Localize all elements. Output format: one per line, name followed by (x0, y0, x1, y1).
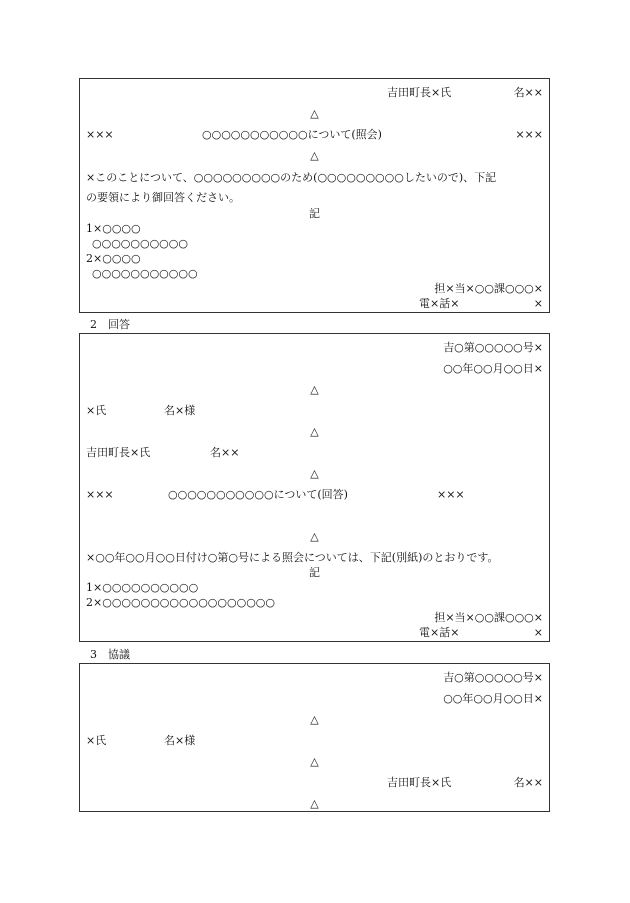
answer-form (79, 333, 550, 642)
inquiry-subject: ○○○○○○○○○○○について(照会) (202, 128, 382, 141)
consult-date: ○○年○○月○○日× (443, 692, 543, 705)
inquiry-ref-left: ××× (86, 128, 114, 141)
answer-doc-number: 吉○第○○○○○号× (443, 341, 543, 354)
inquiry-item2: 2×○○○○ (86, 252, 141, 265)
inquiry-form (79, 78, 550, 313)
consult-heading: 3 協議 (90, 648, 130, 661)
answer-item1: 1×○○○○○○○○○○ (86, 581, 199, 594)
answer-to-name: 名×様 (164, 404, 196, 417)
answer-contact-phone: 電×話× (419, 626, 460, 639)
ki-label: 記 (309, 207, 320, 220)
spacer-triangle: △ (310, 713, 319, 726)
inquiry-contact-person: 担×当×○○課○○○× (434, 282, 543, 295)
answer-contact-phone-end: × (533, 626, 543, 639)
consult-to-name: 名×様 (164, 734, 196, 747)
spacer-triangle: △ (310, 149, 319, 162)
consult-from-name: 名×× (513, 776, 543, 789)
consult-from-mayor: 吉田町長×氏 (387, 776, 452, 789)
spacer-triangle: △ (310, 755, 319, 768)
inquiry-contact-phone-end: × (533, 297, 543, 310)
inquiry-item2-detail: ○○○○○○○○○○○ (92, 267, 198, 280)
answer-to-title: ×氏 (86, 404, 107, 417)
consult-to-title: ×氏 (86, 734, 107, 747)
spacer-triangle: △ (310, 383, 319, 396)
ki-label: 記 (309, 566, 320, 579)
inquiry-item1: 1×○○○○ (86, 222, 141, 235)
inquiry-item1-detail: ○○○○○○○○○○ (92, 237, 188, 250)
answer-date: ○○年○○月○○日× (443, 362, 543, 375)
answer-from-name: 名×× (210, 446, 240, 459)
answer-ref-left: ××× (86, 488, 114, 501)
answer-subject: ○○○○○○○○○○○について(回答) (168, 488, 348, 501)
answer-ref-right: ××× (437, 488, 465, 501)
inquiry-from-mayor: 吉田町長×氏 (387, 86, 452, 99)
consult-doc-number: 吉○第○○○○○号× (443, 671, 543, 684)
inquiry-contact-phone: 電×話× (419, 297, 460, 310)
spacer-triangle: △ (310, 797, 319, 810)
inquiry-ref-right: ××× (515, 128, 543, 141)
spacer-triangle: △ (310, 467, 319, 480)
inquiry-from-name: 名×× (513, 86, 543, 99)
spacer-triangle: △ (310, 425, 319, 438)
inquiry-body-line1: ×このことについて、○○○○○○○○○のため(○○○○○○○○○したいので)、下記 (86, 171, 497, 184)
consult-form (79, 663, 550, 812)
spacer-triangle: △ (310, 530, 319, 543)
answer-contact-person: 担×当×○○課○○○× (434, 611, 543, 624)
answer-item2: 2×○○○○○○○○○○○○○○○○○○ (86, 596, 275, 609)
answer-heading: 2 回答 (90, 318, 130, 331)
spacer-triangle: △ (310, 107, 319, 120)
answer-body: ×○○年○○月○○日付け○第○号による照会については、下記(別紙)のとおりです。 (86, 551, 499, 564)
inquiry-body-line2: の要領により御回答ください。 (86, 191, 240, 204)
answer-from-mayor: 吉田町長×氏 (86, 446, 151, 459)
